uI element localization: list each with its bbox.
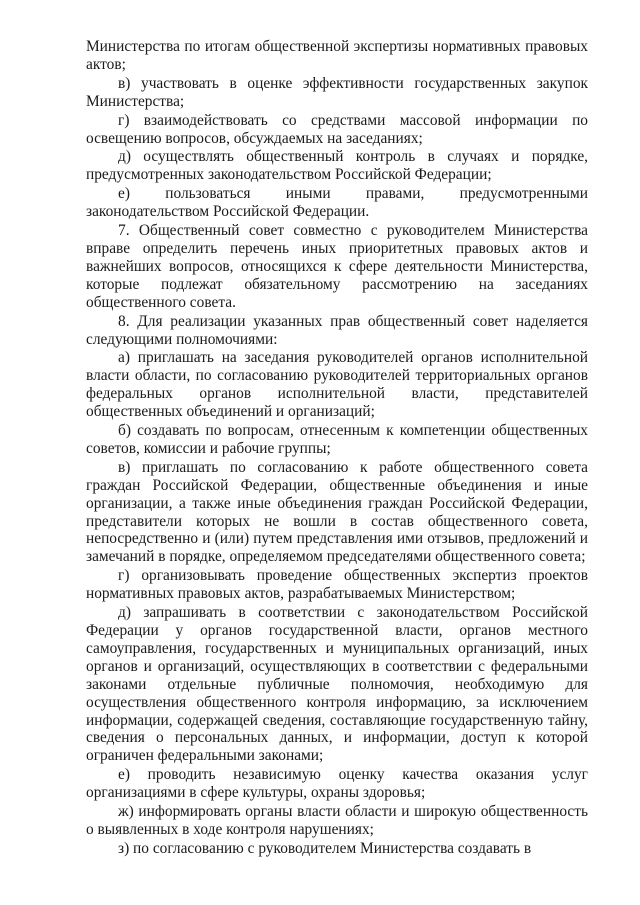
paragraph-power-e: е) проводить независимую оценку качества оказания услуг организациями в сфере культуры, охраны здоровья; (86, 766, 588, 802)
paragraph-item-d: д) осуществлять общественный контроль в случаях и порядке, предусмотренных законодательством Российской Федерации; (86, 148, 588, 184)
paragraph-power-g: г) организовывать проведение общественных экспертиз проектов нормативных правовых актов, разрабатываемых Министерством; (86, 567, 588, 603)
paragraph-power-d: д) запрашивать в соответствии с законодательством Российской Федерации у органов государственной власти, органов местного самоуправления, государственных и муниципальных организаций, иных органов и организаций, осуществляющих в соответствии с федеральными законами отдельные публичные полномочия, необходимую для осуществления общественного контроля информацию, за исключением информации, содержащей сведения, составляющие государственную тайну, сведения о персональных данных, и информации, доступ к которой ограничен федеральными законами; (86, 604, 588, 765)
paragraph-power-v: в) приглашать по согласованию к работе общественного совета граждан Российской Федерации, общественные объединения и иные организации, а также иные объединения граждан Российской Федерации, представители которых не вошли в состав общественного совета, непосредственно и (или) путем представления ими отзывов, предложений и замечаний в порядке, определяемом председателями общественного совета; (86, 458, 588, 566)
paragraph-power-a: а) приглашать на заседания руководителей органов исполнительной власти области, по согласованию руководителей территориальных органов федеральных органов исполнительной власти, представителей общественных объединений и организаций; (86, 349, 588, 421)
paragraph-section-8: 8. Для реализации указанных прав общественный совет наделяется следующими полномочиями: (86, 312, 588, 348)
paragraph-continuation: Министерства по итогам общественной экспертизы нормативных правовых актов; (86, 38, 588, 73)
paragraph-section-7: 7. Общественный совет совместно с руководителем Министерства вправе определить перечень иных приоритетных правовых актов и важнейших вопросов, относящихся к сфере деятельности Министерства, которые подлежат обязательному рассмотрению на заседаниях общественного совета. (86, 222, 588, 311)
paragraph-item-g: г) взаимодействовать со средствами массовой информации по освещению вопросов, обсуждаемых на заседаниях; (86, 111, 588, 147)
paragraph-item-e: е) пользоваться иными правами, предусмотренными законодательством Российской Федерации. (86, 185, 588, 221)
paragraph-power-b: б) создавать по вопросам, отнесенным к компетенции общественных советов, комиссии и рабочие группы; (86, 422, 588, 457)
paragraph-item-v: в) участвовать в оценке эффективности государственных закупок Министерства; (86, 74, 588, 110)
paragraph-power-zh: ж) информировать органы власти области и широкую общественность о выявленных в ходе контроля нарушениях; (86, 803, 588, 838)
paragraph-power-z: з) по согласованию с руководителем Министерства создавать в (118, 839, 532, 857)
document-body (86, 38, 588, 859)
